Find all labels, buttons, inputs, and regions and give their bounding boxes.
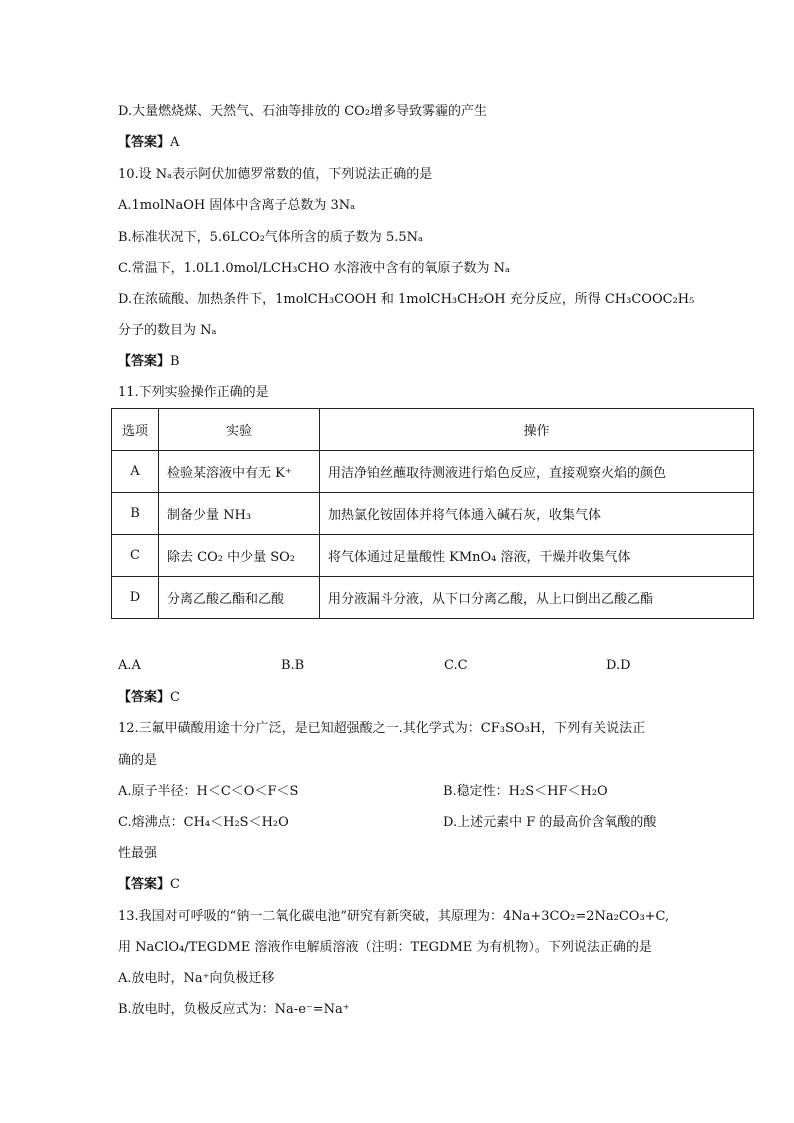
- row-experiment: 除去 CO₂ 中少量 SO₂: [159, 535, 320, 577]
- q13-option-b: B.放电时，负极反应式为：Na-e⁻=Na⁺: [118, 1002, 350, 1017]
- q10-option-a: A.1molNaOH 固体中含离子总数为 3Nₐ: [118, 198, 356, 213]
- q12-answer: [118, 876, 180, 894]
- q12-option-d-line1: D.上述元素中 F 的最高价含氧酸的酸: [443, 815, 657, 830]
- q12-option-d-line2: 性最强: [118, 846, 158, 861]
- q11-table: [111, 408, 754, 619]
- answer-value: A: [170, 135, 180, 150]
- table-row: [112, 493, 754, 535]
- q11-answer: [118, 689, 180, 707]
- table-row: [112, 451, 754, 493]
- q13-option-a: A.放电时，Na⁺向负极迁移: [118, 971, 275, 986]
- answer-label: 【答案】: [118, 354, 171, 369]
- row-experiment: 检验某溶液中有无 K⁺: [159, 451, 320, 493]
- q11-option-b: B.B: [281, 658, 305, 673]
- q10-answer: [118, 353, 180, 371]
- row-experiment: 制备少量 NH₃: [159, 493, 320, 535]
- answer-value: C: [170, 877, 180, 892]
- answer-label: 【答案】: [118, 877, 171, 892]
- header-operation: 操作: [320, 409, 754, 451]
- table-row: [112, 577, 754, 619]
- table-row: [112, 535, 754, 577]
- row-operation: 将气体通过足量酸性 KMnO₄ 溶液，干燥并收集气体: [320, 535, 754, 577]
- q11-stem: 11.下列实验操作正确的是: [118, 385, 269, 400]
- q13-stem-line1: 13.我国对可呼吸的“钠一二氧化碳电池”研究有新突破，其原理为：4Na+3CO₂=2Na₂CO₃+C,: [118, 909, 670, 924]
- q10-option-c: C.常温下，1.0L1.0mol/LCH₃CHO 水溶液中含有的氧原子数为 Nₐ: [118, 261, 511, 276]
- answer-value: C: [170, 690, 180, 705]
- row-experiment: 分离乙酸乙酯和乙酸: [159, 577, 320, 619]
- answer-label: 【答案】: [118, 690, 171, 705]
- q13-stem-line2: 用 NaClO₄/TEGDME 溶液作电解质溶液（注明：TEGDME 为有机物）。下列说法正确的是: [118, 940, 652, 955]
- q10-stem: 10.设 Nₐ表示阿伏加德罗常数的值，下列说法正确的是: [118, 167, 433, 182]
- header-experiment: 实验: [159, 409, 320, 451]
- row-option: A: [112, 451, 159, 493]
- q12-option-c: C.熔沸点：CH₄＜H₂S＜H₂O: [118, 815, 289, 830]
- row-option: C: [112, 535, 159, 577]
- q12-option-a: A.原子半径：H＜C＜O＜F＜S: [118, 784, 299, 799]
- row-option: D: [112, 577, 159, 619]
- q10-option-b: B.标准状况下，5.6LCO₂气体所含的质子数为 5.5Nₐ: [118, 230, 424, 245]
- q10-option-d-line1: D.在浓硫酸、加热条件下，1molCH₃COOH 和 1molCH₃CH₂OH 充分反应，所得 CH₃COOC₂H₅: [118, 292, 695, 307]
- q12-stem-line1: 12.三氟甲磺酸用途十分广泛，是已知超强酸之一.其化学式为：CF₃SO₃H，下列有关说法正: [118, 721, 646, 736]
- row-option: B: [112, 493, 159, 535]
- answer-label: 【答案】: [118, 135, 171, 150]
- q11-option-a: A.A: [118, 658, 141, 673]
- q9-answer: [118, 134, 179, 152]
- q12-option-b: B.稳定性：H₂S＜HF＜H₂O: [443, 784, 608, 799]
- q9-option-d: D.大量燃烧煤、天然气、石油等排放的 CO₂增多导致雾霾的产生: [118, 104, 488, 119]
- row-operation: 加热氯化铵固体并将气体通入碱石灰，收集气体: [320, 493, 754, 535]
- table-header-row: [112, 409, 754, 451]
- q11-option-d: D.D: [606, 658, 631, 673]
- answer-value: B: [170, 354, 180, 369]
- q11-option-c: C.C: [444, 658, 468, 673]
- row-operation: 用分液漏斗分液，从下口分离乙酸，从上口倒出乙酸乙酯: [320, 577, 754, 619]
- header-option: 选项: [112, 409, 159, 451]
- q12-stem-line2: 确的是: [118, 753, 158, 768]
- row-operation: 用洁净铂丝蘸取待测液进行焰色反应，直接观察火焰的颜色: [320, 451, 754, 493]
- q10-option-d-line2: 分子的数目为 Nₐ: [118, 323, 217, 338]
